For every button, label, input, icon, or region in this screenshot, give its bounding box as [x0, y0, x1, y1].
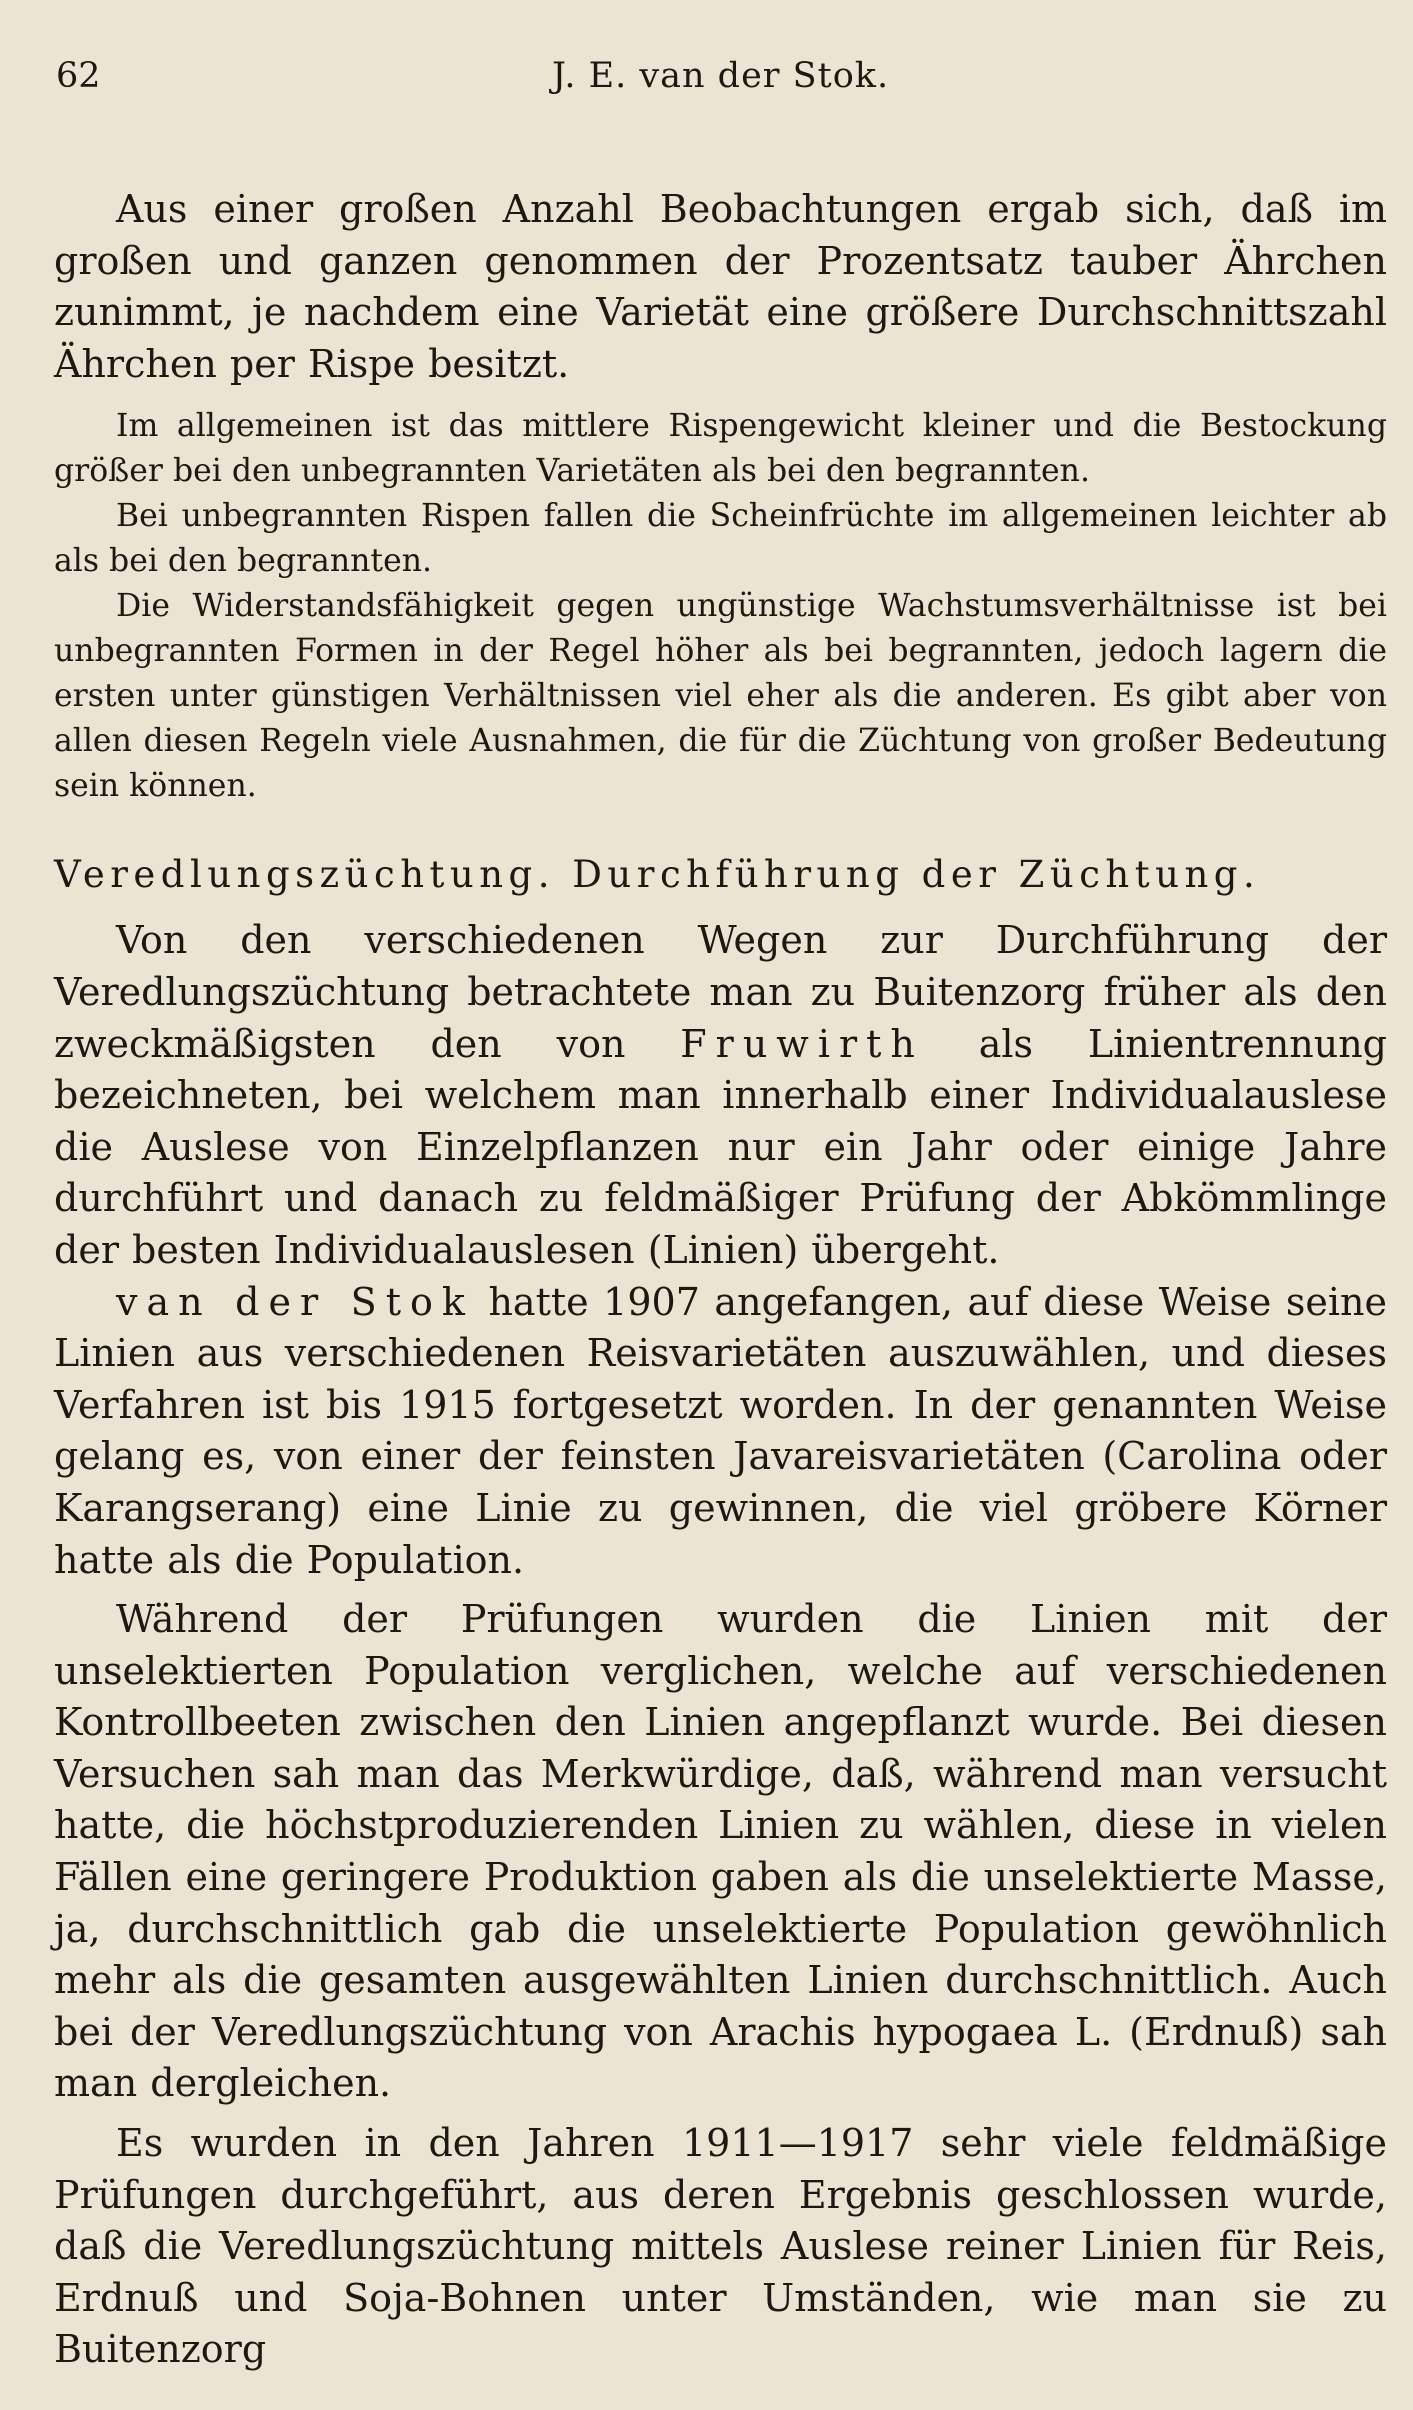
page-header — [54, 52, 1387, 100]
body-paragraph — [54, 1277, 1387, 1587]
author-name: van der Stok — [116, 1279, 474, 1324]
body-paragraph — [54, 915, 1387, 1276]
intro-paragraph: Aus einer großen Anzahl Beobachtungen ergab sich, daß im großen und ganzen genommen der Prozentsatz tauber Ährchen zunimmt, je nachdem eine Varietät eine größere Durchschnittszahl Ährchen per Rispe besitzt. — [54, 187, 1387, 386]
body-text-run: Von den verschiedenen Wegen zur Durchführung der Veredlungszüchtung betrachtete man zu Buitenzorg früher als den zweckmäßigsten den von — [54, 918, 1387, 1066]
body-text — [54, 915, 1387, 2376]
small-paragraph: Bei unbegrannten Rispen fallen die Scheinfrüchte im allgemeinen leichter ab als bei den begrannten. — [54, 498, 1387, 580]
section-heading: Veredlungszüchtung. Durchführung der Züchtung. — [54, 853, 1261, 897]
body-text-run: hatte 1907 angefangen, auf diese Weise seine Linien aus verschiedenen Reisvarietäten auszuwählen, und dieses Verfahren ist bis 1915 fortgesetzt worden. In der genannten Weise gelang es, von einer der feinsten Javareisvarietäten (Carolina oder Karangserang) eine Linie zu gewinnen, die viel gröbere Körner hatte als die Population. — [54, 1279, 1388, 1582]
running-head: J. E. van der Stok. — [552, 56, 890, 96]
body-paragraph: Es wurden in den Jahren 1911—1917 sehr viele feldmäßige Prüfungen durchgeführt, aus deren Ergebnis geschlossen wurde, daß die Veredlungszüchtung mittels Auslese reiner Linien für Reis, Erdnuß und Soja-Bohnen unter Umständen, wie man sie zu Buitenzorg — [54, 2121, 1387, 2372]
author-name: Fruwirth — [680, 1021, 924, 1066]
page-number: 62 — [56, 56, 101, 96]
small-paragraph: Die Widerstandsfähigkeit gegen ungünstige Wachstumsverhältnisse ist bei unbegrannten Formen in der Regel höher als bei begrannten, jedoch lagern die ersten unter günstigen Verhältnissen viel eher als die anderen. Es gibt aber von allen diesen Regeln viele Ausnahmen, die für die Züchtung von großer Bedeutung sein können. — [54, 588, 1387, 805]
body-text-run: als Linientrennung bezeichneten, bei welchem man innerhalb einer Individualauslese die Auslese von Einzelpflanzen nur ein Jahr oder einige Jahre durchführt und danach zu feldmäßiger Prüfung der Abkömmlinge der besten Individualauslesen (Linien) übergeht. — [54, 1021, 1387, 1272]
small-print-section — [54, 404, 1387, 809]
small-paragraph: Im allgemeinen ist das mittlere Rispengewicht kleiner und die Bestockung größer bei den unbegrannten Varietäten als bei den begrannten. — [54, 408, 1387, 490]
body-paragraph: Während der Prüfungen wurden die Linien mit der unselektierten Population verglichen, welche auf verschiedenen Kontrollbeeten zwischen den Linien angepflanzt wurde. Bei diesen Versuchen sah man das Merkwürdige, daß, während man versucht hatte, die höchstproduzierenden Linien zu wählen, diese in vielen Fällen eine geringere Produktion gaben als die unselektierte Masse, ja, durchschnittlich gab die unselektierte Population gewöhnlich mehr als die gesamten ausgewählten Linien durchschnittlich. Auch bei der Veredlungszüchtung von Arachis hypogaea L. (Erdnuß) sah man dergleichen. — [54, 1597, 1387, 2106]
